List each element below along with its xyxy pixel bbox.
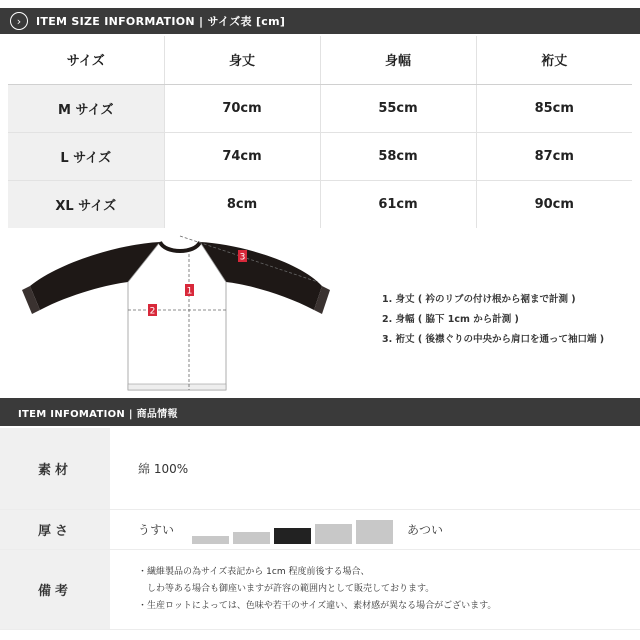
measurement-notes — [382, 290, 637, 350]
table-row — [8, 180, 632, 228]
marker-1-label: 1 — [186, 286, 193, 297]
size-info-header-bar — [0, 8, 640, 34]
measurement-note: 1. 身丈 ( 衿のリブの付け根から裾まで計測 ) — [382, 294, 576, 305]
thickness-step — [274, 528, 311, 544]
table-cell: 87cm — [476, 132, 632, 180]
thickness-step — [315, 524, 352, 544]
material-value: 綿 100% — [138, 462, 189, 476]
size-name-cell: XL サイズ — [8, 180, 164, 228]
thickness-indicator — [192, 516, 393, 544]
remarks-label: 備考 — [0, 550, 110, 629]
thickness-scale — [110, 510, 640, 549]
table-cell: 61cm — [320, 180, 476, 228]
column-header: 裄丈 — [476, 36, 632, 84]
garment-diagram — [0, 222, 360, 397]
item-info-header-title: ITEM INFOMATION | 商品情報 — [18, 408, 178, 420]
thickness-row — [0, 510, 640, 550]
remarks-row — [0, 550, 640, 630]
material-row — [0, 428, 640, 510]
table-cell: 58cm — [320, 132, 476, 180]
remark-line: しわ等ある場合も御座いますが許容の範囲内として販売しております。 — [138, 584, 435, 594]
garment-body — [128, 242, 226, 390]
column-header: 身丈 — [164, 36, 320, 84]
size-table-header-row — [8, 36, 632, 84]
thickness-step — [192, 536, 229, 544]
table-cell: 85cm — [476, 84, 632, 132]
measurement-note: 2. 身幅 ( 脇下 1cm から計測 ) — [382, 314, 519, 325]
table-row — [8, 84, 632, 132]
table-cell: 8cm — [164, 180, 320, 228]
table-cell: 55cm — [320, 84, 476, 132]
table-cell: 70cm — [164, 84, 320, 132]
remarks-text — [110, 550, 496, 629]
thickness-step — [356, 520, 393, 544]
measurement-note: 3. 裄丈 ( 後襟ぐりの中央から肩口を通って袖口端 ) — [382, 334, 605, 345]
thickness-label: 厚さ — [0, 510, 110, 549]
size-name-cell: M サイズ — [8, 84, 164, 132]
size-info-header-title: ITEM SIZE INFORMATION | サイズ表 [cm] — [36, 15, 286, 28]
table-cell: 90cm — [534, 196, 574, 212]
hem — [128, 384, 226, 390]
collar — [160, 242, 200, 251]
marker-2-label: 2 — [149, 306, 156, 317]
size-table — [8, 36, 632, 228]
chevron-right-icon: › — [10, 12, 28, 30]
thickness-step — [233, 532, 270, 544]
table-cell: 74cm — [164, 132, 320, 180]
table-row — [8, 132, 632, 180]
thin-label: うすい — [138, 523, 175, 537]
column-header: サイズ — [8, 36, 164, 84]
item-info-header-bar — [0, 398, 640, 426]
thick-label: あつい — [407, 523, 444, 537]
remark-line: ・生産ロットによっては、色味や若干のサイズ違い、素材感が異なる場合がございます。 — [138, 601, 497, 611]
column-header: 身幅 — [320, 36, 476, 84]
marker-3-label: 3 — [239, 252, 246, 263]
size-name-cell: L サイズ — [8, 132, 164, 180]
remark-line: ・繊維製品の為サイズ表記から 1cm 程度前後する場合、 — [138, 567, 370, 577]
material-label: 素材 — [0, 428, 110, 509]
